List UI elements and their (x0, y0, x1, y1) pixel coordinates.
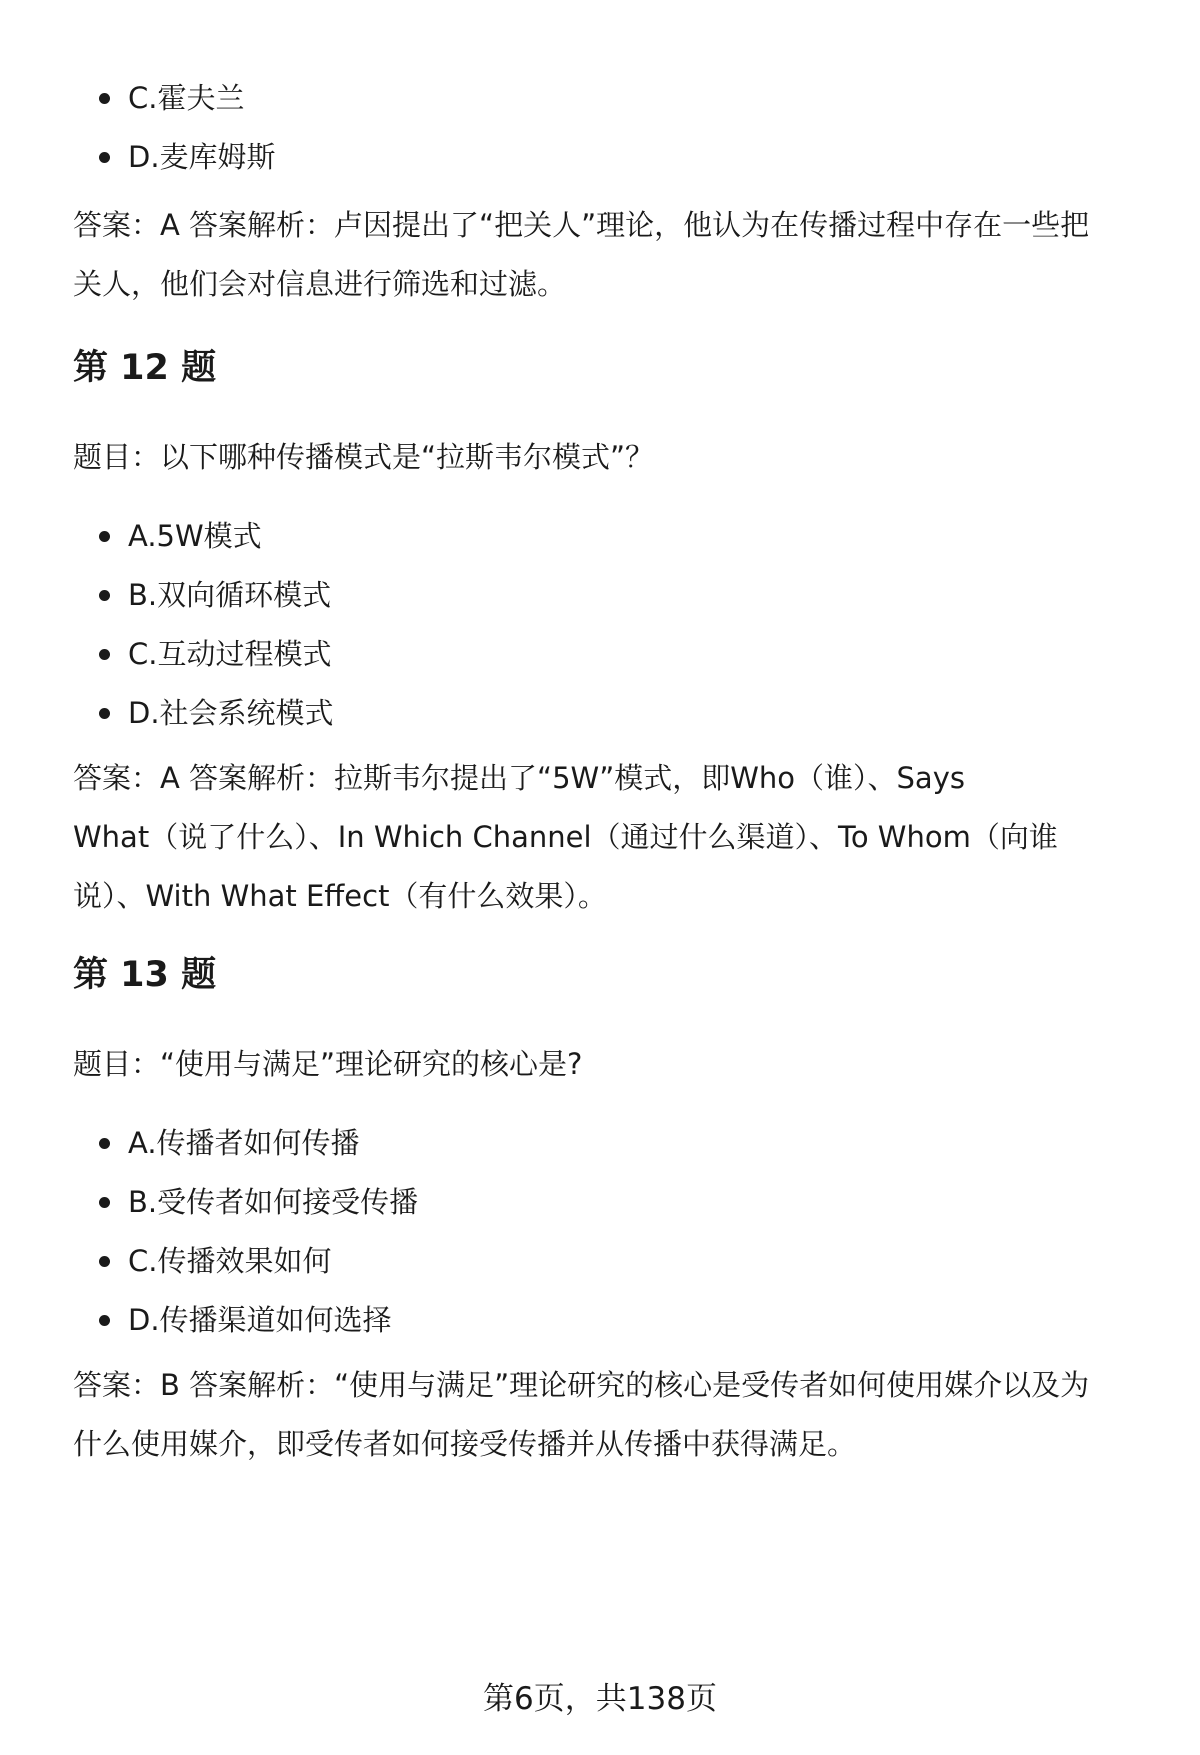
answer-line: What（说了什么）、In Which Channel（通过什么渠道）、To Whom（向谁 (73, 820, 1058, 854)
prev-question-answer (73, 196, 1153, 314)
option-item: B.双向循环模式 (73, 575, 334, 615)
question-text: 题目：“使用与满足”理论研究的核心是? (73, 1047, 583, 1081)
question-text: 题目：以下哪种传播模式是“拉斯韦尔模式”？ (73, 440, 655, 474)
option-item: D.麦库姆斯 (73, 137, 276, 177)
answer-line: 说）、With What Effect（有什么效果）。 (73, 879, 607, 913)
question-options (73, 516, 334, 752)
answer-line: 关人，他们会对信息进行筛选和过滤。 (73, 267, 567, 301)
answer-line: 答案：B 答案解析：“使用与满足”理论研究的核心是受传者如何使用媒介以及为 (73, 1368, 1090, 1402)
option-item: A.5W模式 (73, 516, 334, 556)
answer-line: 答案：A 答案解析：卢因提出了“把关人”理论，他认为在传播过程中存在一些把 (73, 208, 1090, 242)
option-item: A.传播者如何传播 (73, 1123, 418, 1163)
question-options (73, 1123, 418, 1359)
option-item: D.社会系统模式 (73, 693, 334, 733)
answer-line: 什么使用媒介，即受传者如何接受传播并从传播中获得满足。 (73, 1427, 857, 1461)
option-item: C.传播效果如何 (73, 1241, 418, 1281)
question-answer (73, 749, 1153, 926)
answer-line: 答案：A 答案解析：拉斯韦尔提出了“5W”模式，即Who（谁）、Says (73, 761, 965, 795)
option-item: C.霍夫兰 (73, 78, 276, 118)
option-item: C.互动过程模式 (73, 634, 334, 674)
option-item: B.受传者如何接受传播 (73, 1182, 418, 1222)
prev-question-options (73, 78, 276, 196)
question-heading: 第 12 题 (73, 348, 217, 388)
page-footer: 第6页，共138页 (483, 1681, 717, 1717)
option-item: D.传播渠道如何选择 (73, 1300, 418, 1340)
question-heading: 第 13 题 (73, 955, 217, 995)
question-answer (73, 1356, 1153, 1474)
